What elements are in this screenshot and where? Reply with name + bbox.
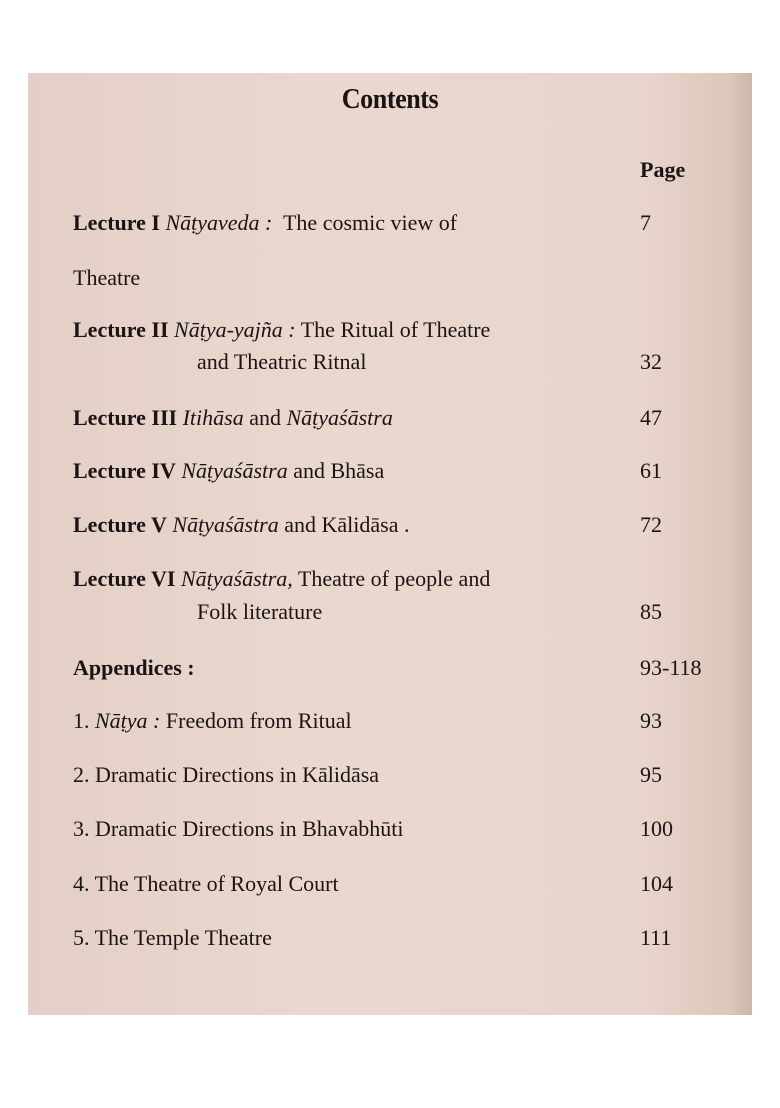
entry-text: The Ritual of Theatre <box>300 317 491 342</box>
page-number: 100 <box>640 816 673 841</box>
page-number: 72 <box>640 512 662 537</box>
page-number: 95 <box>640 762 662 787</box>
toc-entry <box>73 655 195 681</box>
entry-text: and Kālidāsa . <box>284 512 410 537</box>
entry-italic: Itihāsa <box>182 405 244 430</box>
toc-entry <box>73 566 490 592</box>
page-number: 104 <box>640 871 673 896</box>
page-number: 61 <box>640 458 662 483</box>
entry-italic: Nāṭyaśāstra, <box>180 566 293 591</box>
toc-entry <box>73 762 379 788</box>
entry-text: Folk literature <box>197 599 323 624</box>
toc-entry <box>73 599 322 625</box>
page-number: 7 <box>640 210 651 235</box>
entry-text: Theatre of people and <box>297 566 491 591</box>
page-number: 32 <box>640 349 662 374</box>
entry-text: 5. The Temple Theatre <box>73 925 272 950</box>
page-number: 93 <box>640 708 662 733</box>
toc-entry <box>73 458 384 484</box>
entry-text: 4. The Theatre of Royal Court <box>73 871 339 896</box>
entry-label: Lecture I <box>73 210 160 235</box>
document-page <box>28 73 752 1015</box>
toc-entry <box>73 871 339 897</box>
entry-italic: Nāṭyaśāstra <box>286 405 393 430</box>
toc-entry <box>73 925 272 951</box>
toc-entry <box>73 512 409 538</box>
entry-text: 2. Dramatic Directions in Kālidāsa <box>73 762 380 787</box>
page-number: 47 <box>640 405 662 430</box>
entry-text: Theatre <box>73 265 141 290</box>
entry-text: 3. Dramatic Directions in Bhavabhūti <box>73 816 404 841</box>
entry-italic: Nāṭya : <box>95 708 161 733</box>
entry-text: Freedom from Ritual <box>165 708 352 733</box>
entry-label: Lecture IV <box>73 458 176 483</box>
toc-entry <box>73 210 457 236</box>
entry-label: Lecture III <box>73 405 178 430</box>
page-number: 93-118 <box>640 655 702 680</box>
entry-label: Lecture II <box>73 317 169 342</box>
entry-italic: Nāṭyaśāstra <box>181 458 288 483</box>
entry-label: Lecture VI <box>73 566 176 591</box>
toc-entry <box>73 405 393 431</box>
entry-text: and Theatric Ritnal <box>197 349 367 374</box>
entry-italic: Nāṭyaśāstra <box>172 512 279 537</box>
toc-entry <box>73 317 490 343</box>
page-number: 85 <box>640 599 662 624</box>
toc-entry <box>73 816 404 842</box>
entry-italic: Nāṭyaveda : <box>165 210 273 235</box>
toc-entry <box>73 265 140 291</box>
entry-text: and Bhāsa <box>293 458 385 483</box>
toc-entry <box>73 708 352 734</box>
entry-label: Lecture V <box>73 512 167 537</box>
entry-label: Appendices : <box>73 655 195 680</box>
entry-text: The cosmic view of <box>282 210 458 235</box>
page-column-header: Page <box>640 157 686 182</box>
toc-entry <box>73 349 366 375</box>
entry-text: 1. <box>73 708 90 733</box>
page-title: Contents <box>341 83 439 115</box>
entry-italic: Nāṭya-yajña : <box>174 317 296 342</box>
page-number: 111 <box>640 925 672 950</box>
entry-text: and <box>249 405 281 430</box>
